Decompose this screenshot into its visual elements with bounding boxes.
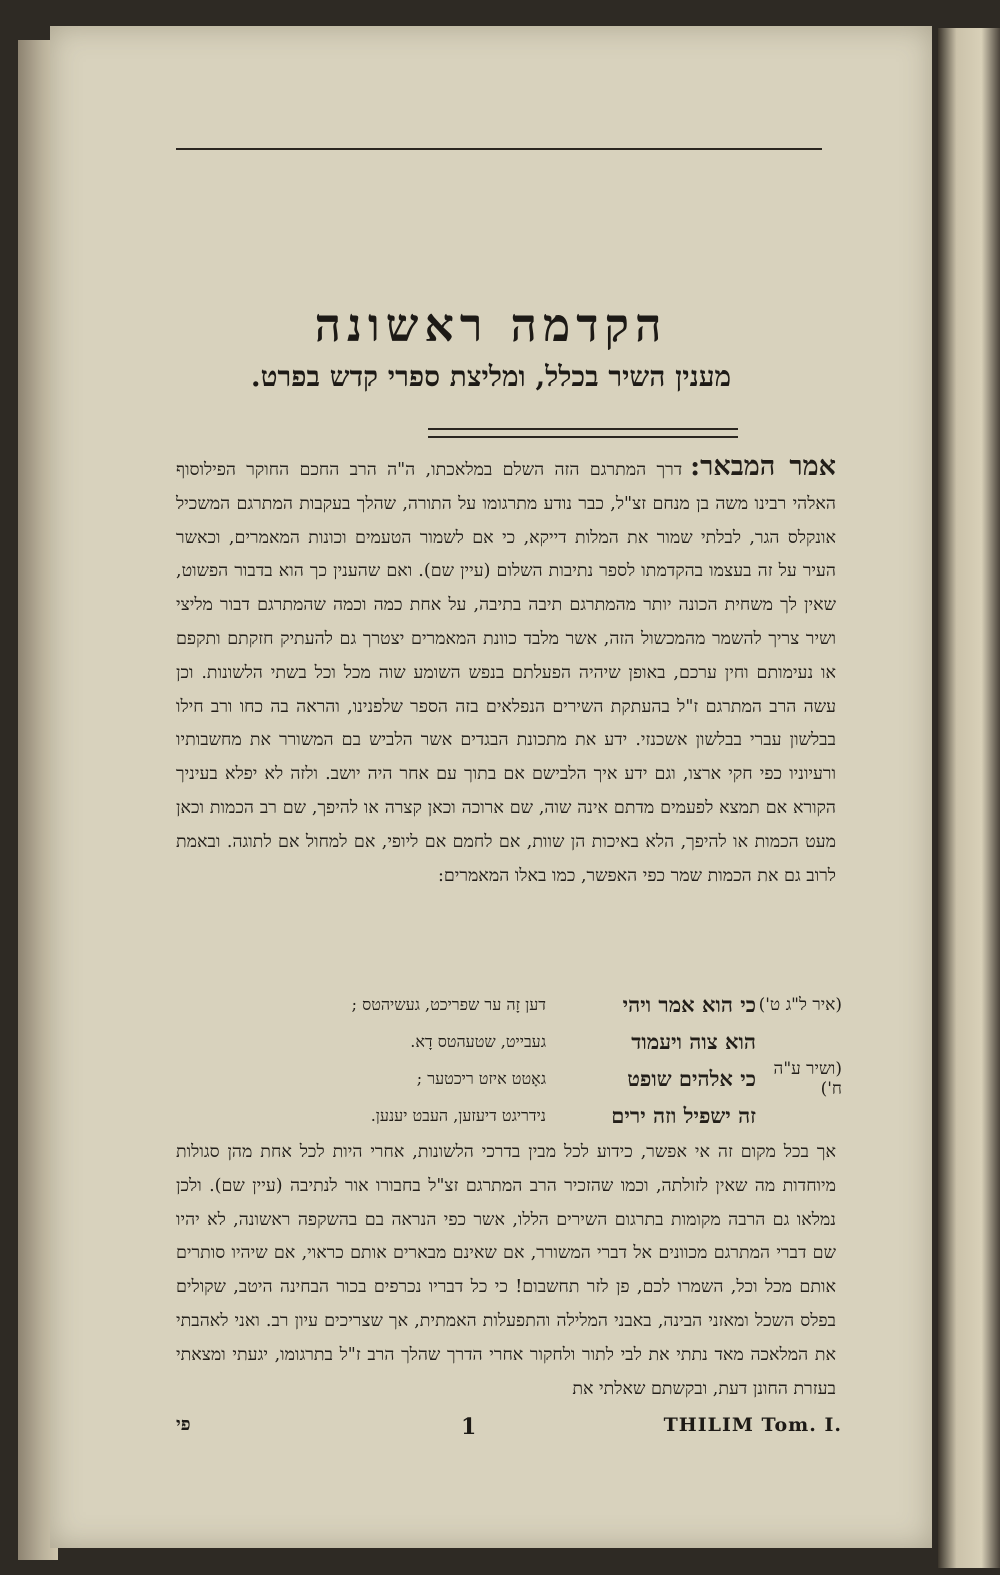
quote-table [176, 986, 842, 1134]
catchword: פי [176, 1414, 191, 1435]
quote-row [176, 986, 842, 1023]
quote-hebrew: כי אלהים שופט [627, 1065, 756, 1091]
quote-hebrew: הוא צוה ויעמוד [631, 1028, 756, 1054]
page [50, 26, 932, 1548]
quote-row [176, 1060, 842, 1097]
top-rule [176, 148, 822, 150]
quote-german: געבייט, שטעהטס דָא. [410, 1031, 546, 1051]
quote-german: דען זָה ער שפריכט, געשיהטס ; [351, 994, 546, 1014]
quote-row [176, 1023, 842, 1060]
signature-mark: THILIM Tom. I. [663, 1414, 842, 1436]
quote-german: נידריגט דיעזען, העבט יענען. [370, 1105, 546, 1125]
intro-text: דרך המתרגם הזה השלם במלאכתו, ה"ה הרב החכם החוקר הפילוסוף האלהי רבינו משה בן מנחם זצ"ל, כבר נודע מתרגומו על התורה, שהלך בעקבות המתרגם המשכיל אונקלס הגר, לבלתי שמור את המלות דייקא, כי אם לשמור הטעמים וכונות המאמרים, וכאשר העיר על זה בעצמו בהקדמתו לספר נתיבות השלום (עיין שם). ואם שהענין כך הוא בדבור הפשוט, שאין לך משחית הכונה יותר מהמתרגם תיבה בתיבה, על אחת כמה וכמה שהמתרגם דבור מליצי ושיר צריך להשמר מהמכשול הזה, אשר מלבד כוונת המאמרים יצטרך גם להעתיק חזקתם ותקפם או נעימותם וחין ערכם, באופן שיהיה הפעלתם בנפש השומע שוה מכל וכל בשתי הלשונות. וכן עשה הרב המתרגם ז"ל בהעתקת השירים הנפלאים בזה הספר שלפנינו, והראה בה כחו ורב חילו בבלשון עברי בבלשון אשכנזי. ידע את מתכונת הבגדים אשר הלביש בם המשורר את מחשבותיו ורעיוניו כפי חקי ארצו, וגם ידע איך הלבישם אם בתוך עם אחר היה יושב. ולזה לא יפלא בעיניך הקורא אם תמצא לפעמים מדתם אינה שוה, שם ארוכה וכאן קצרה או להיפך, שם רב הכמות וכאן מעט הכמות או להיפך, הלא באיכות הן שוות, אם לחמם אם ליופי, אם למחול אם לתוגה. ובאמת לרוב גם את הכמות שמר כפי האפשר, כמו באלו המאמרים: [176, 460, 836, 886]
quote-german: גאָטט איזט ריכטער ; [416, 1068, 546, 1088]
intro-paragraph [176, 450, 836, 893]
page-number: 1 [461, 1414, 477, 1440]
page-stack-right [938, 28, 1000, 1568]
page-title: הקדמה ראשונה [314, 298, 668, 352]
quote-row [176, 1097, 842, 1134]
page-footer [176, 1414, 842, 1444]
continuation-paragraph: אך בכל מקום זה אי אפשר, כידוע לכל מבין בדרכי הלשונות, אחרי היות לכל אחת מהן סגולות מיוחדות מה שאין לזולתה, וכמו שהזכיר הרב המתרגם זצ"ל בחבורו אור לנתיבה (עיין שם). ולכן נמלאו גם הרבה מקומות בתרגום השירים הללו, אשר כפי הנראה בם בהשקפה ראשונה, לא יהיו שם דברי המתרגם מכוונים אל דברי המשורר, אם שאינם מבארים אותם כראוי, אם שיהיו סותרים אותם מכל וכל, השמרו לכם, פן לזר תחשבום! כי כל דבריו נכרפים בכור הבחינה היטב, שקולים בפלס השכל ומאזני הבינה, באבני המלילה והתפעלות האמתית, אך שצריכים עיון רב. ואני לאהבתי את המלאכה מאד נתתי את לבי לתור ולחקור אחרי הדרך שהלך הרב ז"ל בתרגומו, יגעתי ומצאתי בעזרת החונן דעת, ובקשתם שאלתי את [176, 1142, 836, 1399]
page-subtitle: מענין השיר בכלל, ומליצת ספרי קדש בפרט. [250, 360, 732, 393]
quote-ref: (ושיר ע"ה ח') [773, 1058, 842, 1099]
quote-hebrew: כי הוא אמר ויהי [622, 991, 756, 1017]
quote-hebrew: זה ישפיל וזה ירים [611, 1102, 756, 1128]
double-rule-divider [428, 428, 738, 438]
lead-words: אמר המבאר: [690, 451, 837, 482]
quote-ref: (איר ל"ג ט') [758, 994, 842, 1015]
